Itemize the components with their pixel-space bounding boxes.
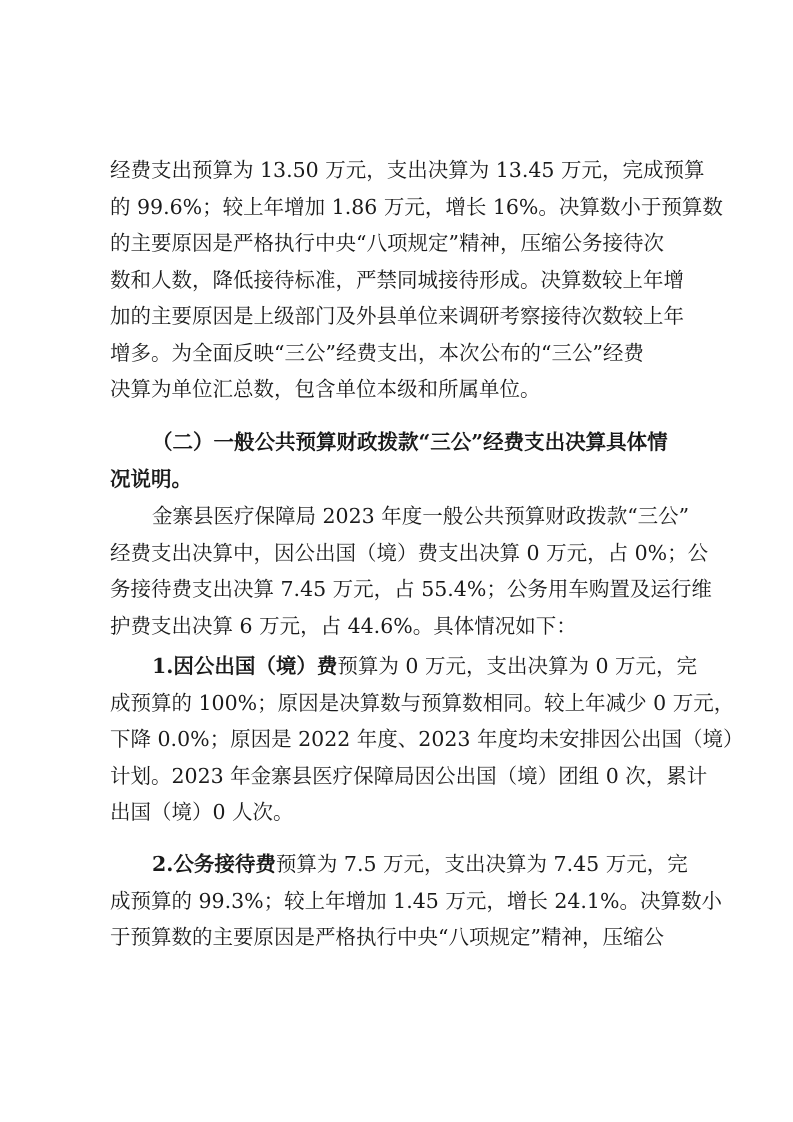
text-line: 决算为单位汇总数，包含单位本级和所属单位。 bbox=[110, 377, 541, 401]
item-heading: 1.因公出国（境）费 bbox=[152, 654, 338, 678]
item-heading: 2.公务接待费 bbox=[152, 852, 276, 876]
text-line: 经费支出决算中，因公出国（境）费支出决算 0 万元，占 0%；公 bbox=[110, 540, 709, 565]
text-line: 加的主要原因是上级部门及外县单位来调研考察接待次数较上年 bbox=[110, 304, 684, 328]
text-line: 出国（境）0 人次。 bbox=[110, 800, 294, 824]
text-line: 护费支出决算 6 万元，占 44.6%。具体情况如下： bbox=[110, 613, 577, 638]
text-line: 务接待费支出决算 7.45 万元，占 55.4%；公务用车购置及运行维 bbox=[110, 577, 712, 601]
paragraph-reception bbox=[110, 846, 722, 956]
text-line: 经费支出预算为 13.50 万元，支出决算为 13.45 万元，完成预算 bbox=[110, 158, 705, 182]
text-line: 的 99.6%；较上年增加 1.86 万元，增长 16%。决算数小于预算数 bbox=[110, 194, 723, 219]
paragraph-sangong-summary bbox=[110, 152, 723, 408]
text-line: 计划。2023 年金寨县医疗保障局因公出国（境）团组 0 次，累计 bbox=[110, 763, 708, 788]
text-line bbox=[110, 846, 690, 883]
text-line: 成预算的 99.3%；较上年增加 1.45 万元，增长 24.1%。决算数小 bbox=[110, 888, 722, 913]
text-line bbox=[110, 648, 698, 685]
paragraph-overseas-travel bbox=[110, 648, 744, 831]
text-line: 下降 0.0%；原因是 2022 年度、2023 年度均未安排因公出国（境） bbox=[110, 727, 744, 751]
text-line: 增多。为全面反映“三公”经费支出，本次公布的“三公”经费 bbox=[110, 340, 644, 365]
heading-line: 况说明。 bbox=[110, 466, 192, 491]
heading-line: （二）一般公共预算财政拨款“三公”经费支出决算具体情 bbox=[152, 430, 668, 454]
section-heading bbox=[110, 424, 690, 497]
paragraph-breakdown bbox=[110, 498, 712, 644]
text-line: 金寨县医疗保障局 2023 年度一般公共预算财政拨款“三公” bbox=[152, 504, 690, 528]
item-text: 预算为 0 万元，支出决算为 0 万元，完 bbox=[337, 654, 698, 678]
text-line: 的主要原因是严格执行中央“八项规定”精神，压缩公务接待次 bbox=[110, 231, 664, 255]
item-text: 预算为 7.5 万元，支出决算为 7.45 万元，完 bbox=[275, 852, 688, 876]
text-line: 于预算数的主要原因是严格执行中央“八项规定”精神，压缩公 bbox=[110, 925, 664, 949]
text-line: 成预算的 100%；原因是决算数与预算数相同。较上年减少 0 万元， bbox=[110, 690, 735, 715]
text-line: 数和人数，降低接待标准，严禁同城接待形成。决算数较上年增 bbox=[110, 267, 684, 292]
